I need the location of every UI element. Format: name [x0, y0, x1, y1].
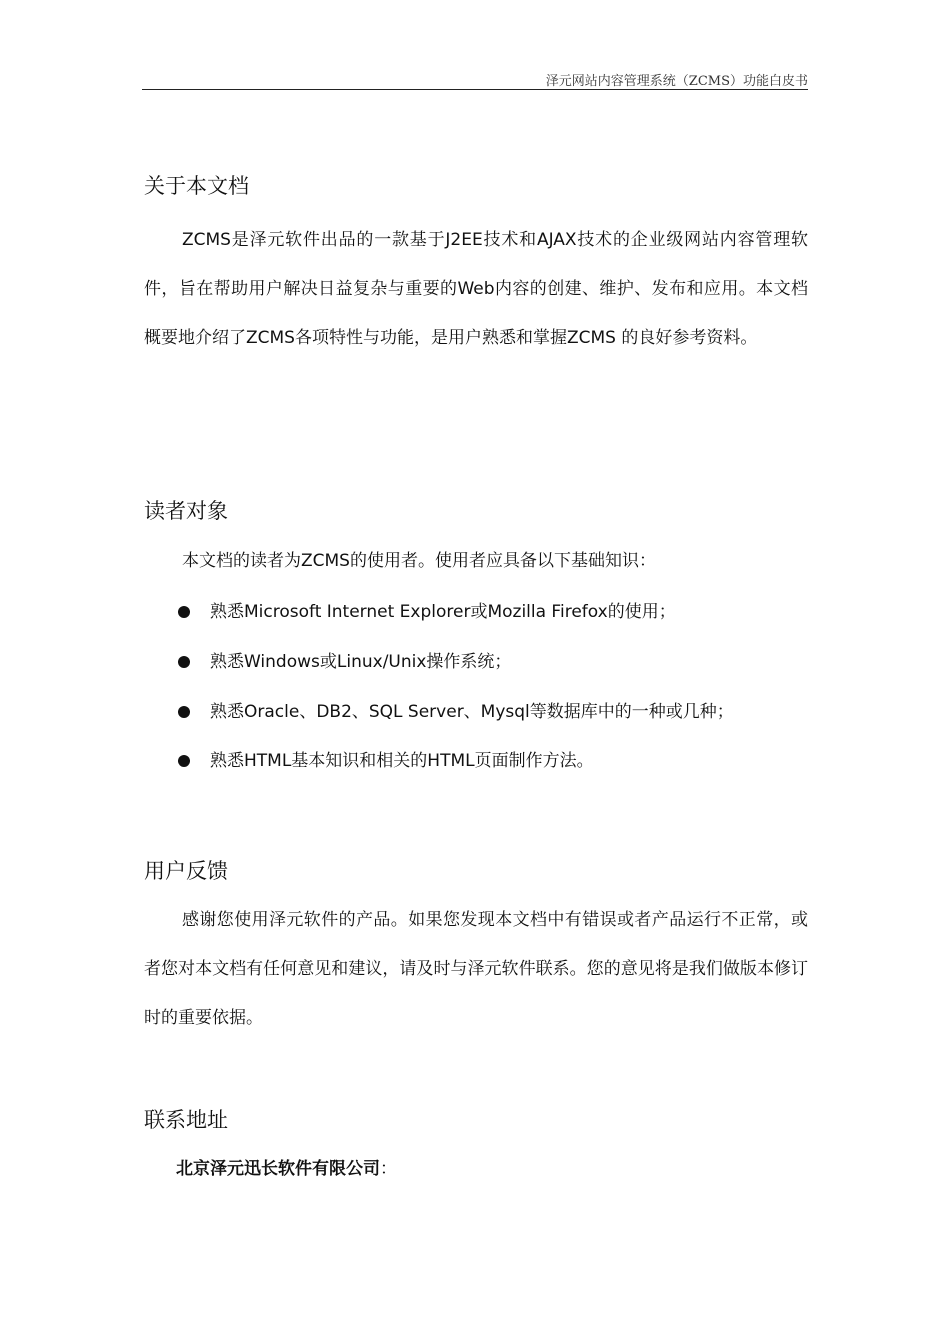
company-suffix: ： — [380, 1159, 397, 1179]
bullet-icon — [178, 606, 190, 618]
list-item — [178, 746, 808, 776]
list-item — [178, 697, 808, 727]
list-item-text: 熟悉Oracle、DB2、SQL Server、Mysql等数据库中的一种或几种； — [210, 702, 734, 722]
list-item — [178, 597, 808, 627]
feedback-paragraph: 感谢您使用泽元软件的产品。如果您发现本文档中有错误或者产品运行不正常，或者您对本文档有任何意见和建议，请及时与泽元软件联系。您的意见将是我们做版本修订时的重要依据。 — [144, 910, 808, 1028]
about-paragraph: ZCMS是泽元软件出品的一款基于J2EE技术和AJAX技术的企业级网站内容管理软件，旨在帮助用户解决日益复杂与重要的Web内容的创建、维护、发布和应用。本文档概要地介绍了ZCMS各项特性与功能，是用户熟悉和掌握ZCMS 的良好参考资料。 — [144, 230, 808, 348]
readers-intro: 本文档的读者为ZCMS的使用者。使用者应具备以下基础知识： — [182, 551, 656, 571]
section-heading-about: 关于本文档 — [144, 174, 249, 198]
company-name: 北京泽元迅长软件有限公司 — [176, 1159, 380, 1179]
bullet-icon — [178, 755, 190, 767]
company-line — [176, 1155, 397, 1183]
page-header — [142, 70, 808, 90]
section-heading-contact: 联系地址 — [144, 1108, 228, 1132]
list-item — [178, 647, 808, 677]
list-item-text: 熟悉HTML基本知识和相关的HTML页面制作方法。 — [210, 751, 594, 771]
section-heading-feedback: 用户反馈 — [144, 859, 228, 883]
list-item-text: 熟悉Windows或Linux/Unix操作系统； — [210, 652, 512, 672]
bullet-icon — [178, 656, 190, 668]
list-item-text: 熟悉Microsoft Internet Explorer或Mozilla Firefox的使用； — [210, 602, 676, 622]
bullet-icon — [178, 706, 190, 718]
header-title: 泽元网站内容管理系统（ZCMS）功能白皮书 — [545, 74, 808, 89]
section-heading-readers: 读者对象 — [144, 499, 228, 523]
